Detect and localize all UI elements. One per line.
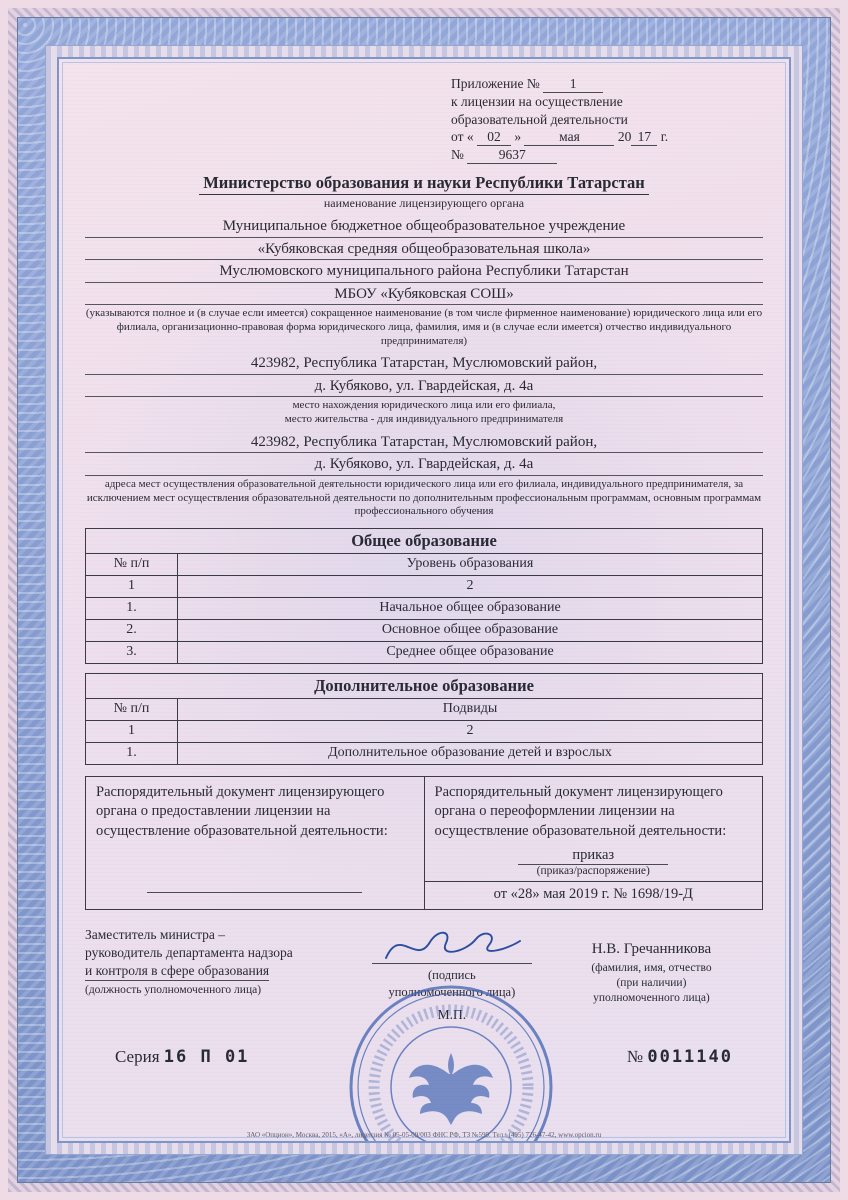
form-number xyxy=(627,1047,733,1067)
table-row xyxy=(86,620,763,642)
row-number: 1. xyxy=(86,598,178,620)
position-note: (должность уполномоченного лица) xyxy=(85,984,262,997)
signature-block xyxy=(85,926,763,1023)
location-note: место жительства - для индивидуального предпринимателя xyxy=(284,413,564,426)
name-note: уполномоченного лица) xyxy=(593,991,710,1004)
index-cell: 1 xyxy=(86,720,178,742)
date-prefix: от « xyxy=(451,129,474,145)
location-line: 423982, Республика Татарстан, Муслюмовский район, xyxy=(85,352,763,375)
activity-location-line: д. Кубяково, ул. Гвардейская, д. 4а xyxy=(85,453,763,476)
name-note: (фамилия, имя, отчество xyxy=(591,961,712,974)
column-header: Подвиды xyxy=(178,699,763,721)
education-level: Среднее общее образование xyxy=(178,641,763,663)
series-label: Серия xyxy=(115,1047,160,1067)
education-level: Начальное общее образование xyxy=(178,598,763,620)
additional-education-title: Дополнительное образование xyxy=(86,673,763,698)
license-number-value: 9637 xyxy=(467,147,557,164)
date-month-value: мая xyxy=(524,129,614,146)
organization-line: Муслюмовского муниципального района Республики Татарстан xyxy=(85,260,763,283)
appendix-header xyxy=(451,75,763,164)
appendix-line2: к лицензии на осуществление xyxy=(451,93,623,109)
date-century: 20 xyxy=(617,129,632,145)
organization-line: «Кубяковская средняя общеобразовательная школа» xyxy=(85,238,763,261)
position-line: Заместитель министра – xyxy=(85,927,226,943)
row-number: 1. xyxy=(86,742,178,764)
form-number-value: 0011140 xyxy=(647,1047,733,1068)
border-outer-band xyxy=(8,8,840,1192)
series-value: 16 П 01 xyxy=(163,1047,250,1068)
general-education-table xyxy=(85,528,763,664)
table-row xyxy=(86,598,763,620)
column-header: Уровень образования xyxy=(178,554,763,576)
border-guilloche-band xyxy=(17,17,831,1183)
activity-location-line: 423982, Республика Татарстан, Муслюмовский район, xyxy=(85,431,763,454)
official-name-area xyxy=(540,926,763,1023)
education-level: Основное общее образование xyxy=(178,620,763,642)
license-number-line xyxy=(451,146,763,164)
handwritten-signature-icon xyxy=(372,920,532,972)
education-subtype: Дополнительное образование детей и взрослых xyxy=(178,742,763,764)
grant-order-blank-line xyxy=(147,879,362,893)
grant-order-cell xyxy=(86,776,425,910)
signature-note: уполномоченного лица) xyxy=(388,984,516,999)
grant-order-text: Распорядительный документ лицензирующего органа о предоставлении лицензии на осуществление образовательной деятельности: xyxy=(96,783,388,839)
appendix-line3: образовательной деятельности xyxy=(451,111,628,127)
index-cell: 2 xyxy=(178,576,763,598)
table-row xyxy=(86,641,763,663)
reissue-order-type-note: (приказ/распоряжение) xyxy=(536,865,650,878)
ministry-title: Министерство образования и науки Республики Татарстан xyxy=(199,173,649,195)
column-header: № п/п xyxy=(86,699,178,721)
appendix-title-line xyxy=(451,75,763,93)
border-inner-band xyxy=(45,45,803,1155)
date-suffix: г. xyxy=(660,129,669,145)
license-number-label: № xyxy=(451,147,464,163)
official-name: Н.В. Гречанникова xyxy=(591,941,712,958)
form-serial-row xyxy=(85,1047,763,1067)
row-number: 2. xyxy=(86,620,178,642)
organization-line: МБОУ «Кубяковская СОШ» xyxy=(85,283,763,306)
official-position xyxy=(85,926,364,1023)
appendix-label: Приложение № xyxy=(451,76,540,91)
additional-education-table xyxy=(85,673,763,765)
location-note: место нахождения юридического лица или его филиала, xyxy=(292,399,556,412)
ministry-subtitle: наименование лицензирующего органа xyxy=(323,196,525,211)
date-year-value: 17 xyxy=(631,129,657,146)
position-line: руководитель департамента надзора xyxy=(85,944,293,960)
reissue-order-cell xyxy=(424,776,763,910)
activity-location-block xyxy=(85,431,763,519)
signature-line xyxy=(372,958,532,964)
name-note: (при наличии) xyxy=(616,976,687,989)
general-education-title: Общее образование xyxy=(86,529,763,554)
orders-section xyxy=(85,776,763,911)
document-body xyxy=(57,57,791,1143)
printer-imprint: ЗАО «Опцион», Москва, 2015, «А», лицензия № 05-05-09/003 ФНС РФ, ТЗ №599. Тел.: (495) 726-47-42, www.opcion.ru xyxy=(246,1131,602,1139)
position-line: и контроля в сфере образования xyxy=(85,962,269,982)
reissue-order-date: от «28» мая 2019 г. № 1698/19-Д xyxy=(425,881,763,907)
form-number-label: № xyxy=(626,1047,644,1067)
organization-line: Муниципальное бюджетное общеобразовательное учреждение xyxy=(85,215,763,238)
row-number: 3. xyxy=(86,641,178,663)
date-close-quote: » xyxy=(514,129,522,145)
series xyxy=(115,1047,249,1067)
stamp-place-abbr: М.П. xyxy=(437,1006,467,1022)
location-line: д. Кубяково, ул. Гвардейская, д. 4а xyxy=(85,375,763,398)
reissue-order-text: Распорядительный документ лицензирующего органа о переоформлении лицензии на осуществление образовательной деятельности: xyxy=(434,783,727,839)
signature-area xyxy=(364,926,540,1023)
organization-block xyxy=(85,215,763,348)
activity-location-note: адреса мест осуществления образовательной деятельности юридического лица или его филиала, индивидуального предпринимателя, за исключением мест осуществления образовательной деятельности по дополнительным профессиональным программам, основным программам профессионального обучения xyxy=(86,477,762,518)
licensing-authority xyxy=(85,173,763,211)
column-header: № п/п xyxy=(86,554,178,576)
signature-note: (подпись xyxy=(428,968,476,983)
index-cell: 1 xyxy=(86,576,178,598)
appendix-number-value: 1 xyxy=(543,76,603,93)
table-row xyxy=(86,742,763,764)
date-day-value: 02 xyxy=(477,129,511,146)
location-block xyxy=(85,352,763,427)
reissue-order-type: приказ xyxy=(518,847,668,865)
index-cell: 2 xyxy=(178,720,763,742)
license-date-line xyxy=(451,128,763,146)
organization-note: (указываются полное и (в случае если имеется) сокращенное наименование (в том числе фирменное наименование) юридического лица или его филиала, организационно-правовая форма юридического лица, фамилия, имя и (в случае если имеется) отчество индивидуального предпринимателя) xyxy=(85,307,763,347)
